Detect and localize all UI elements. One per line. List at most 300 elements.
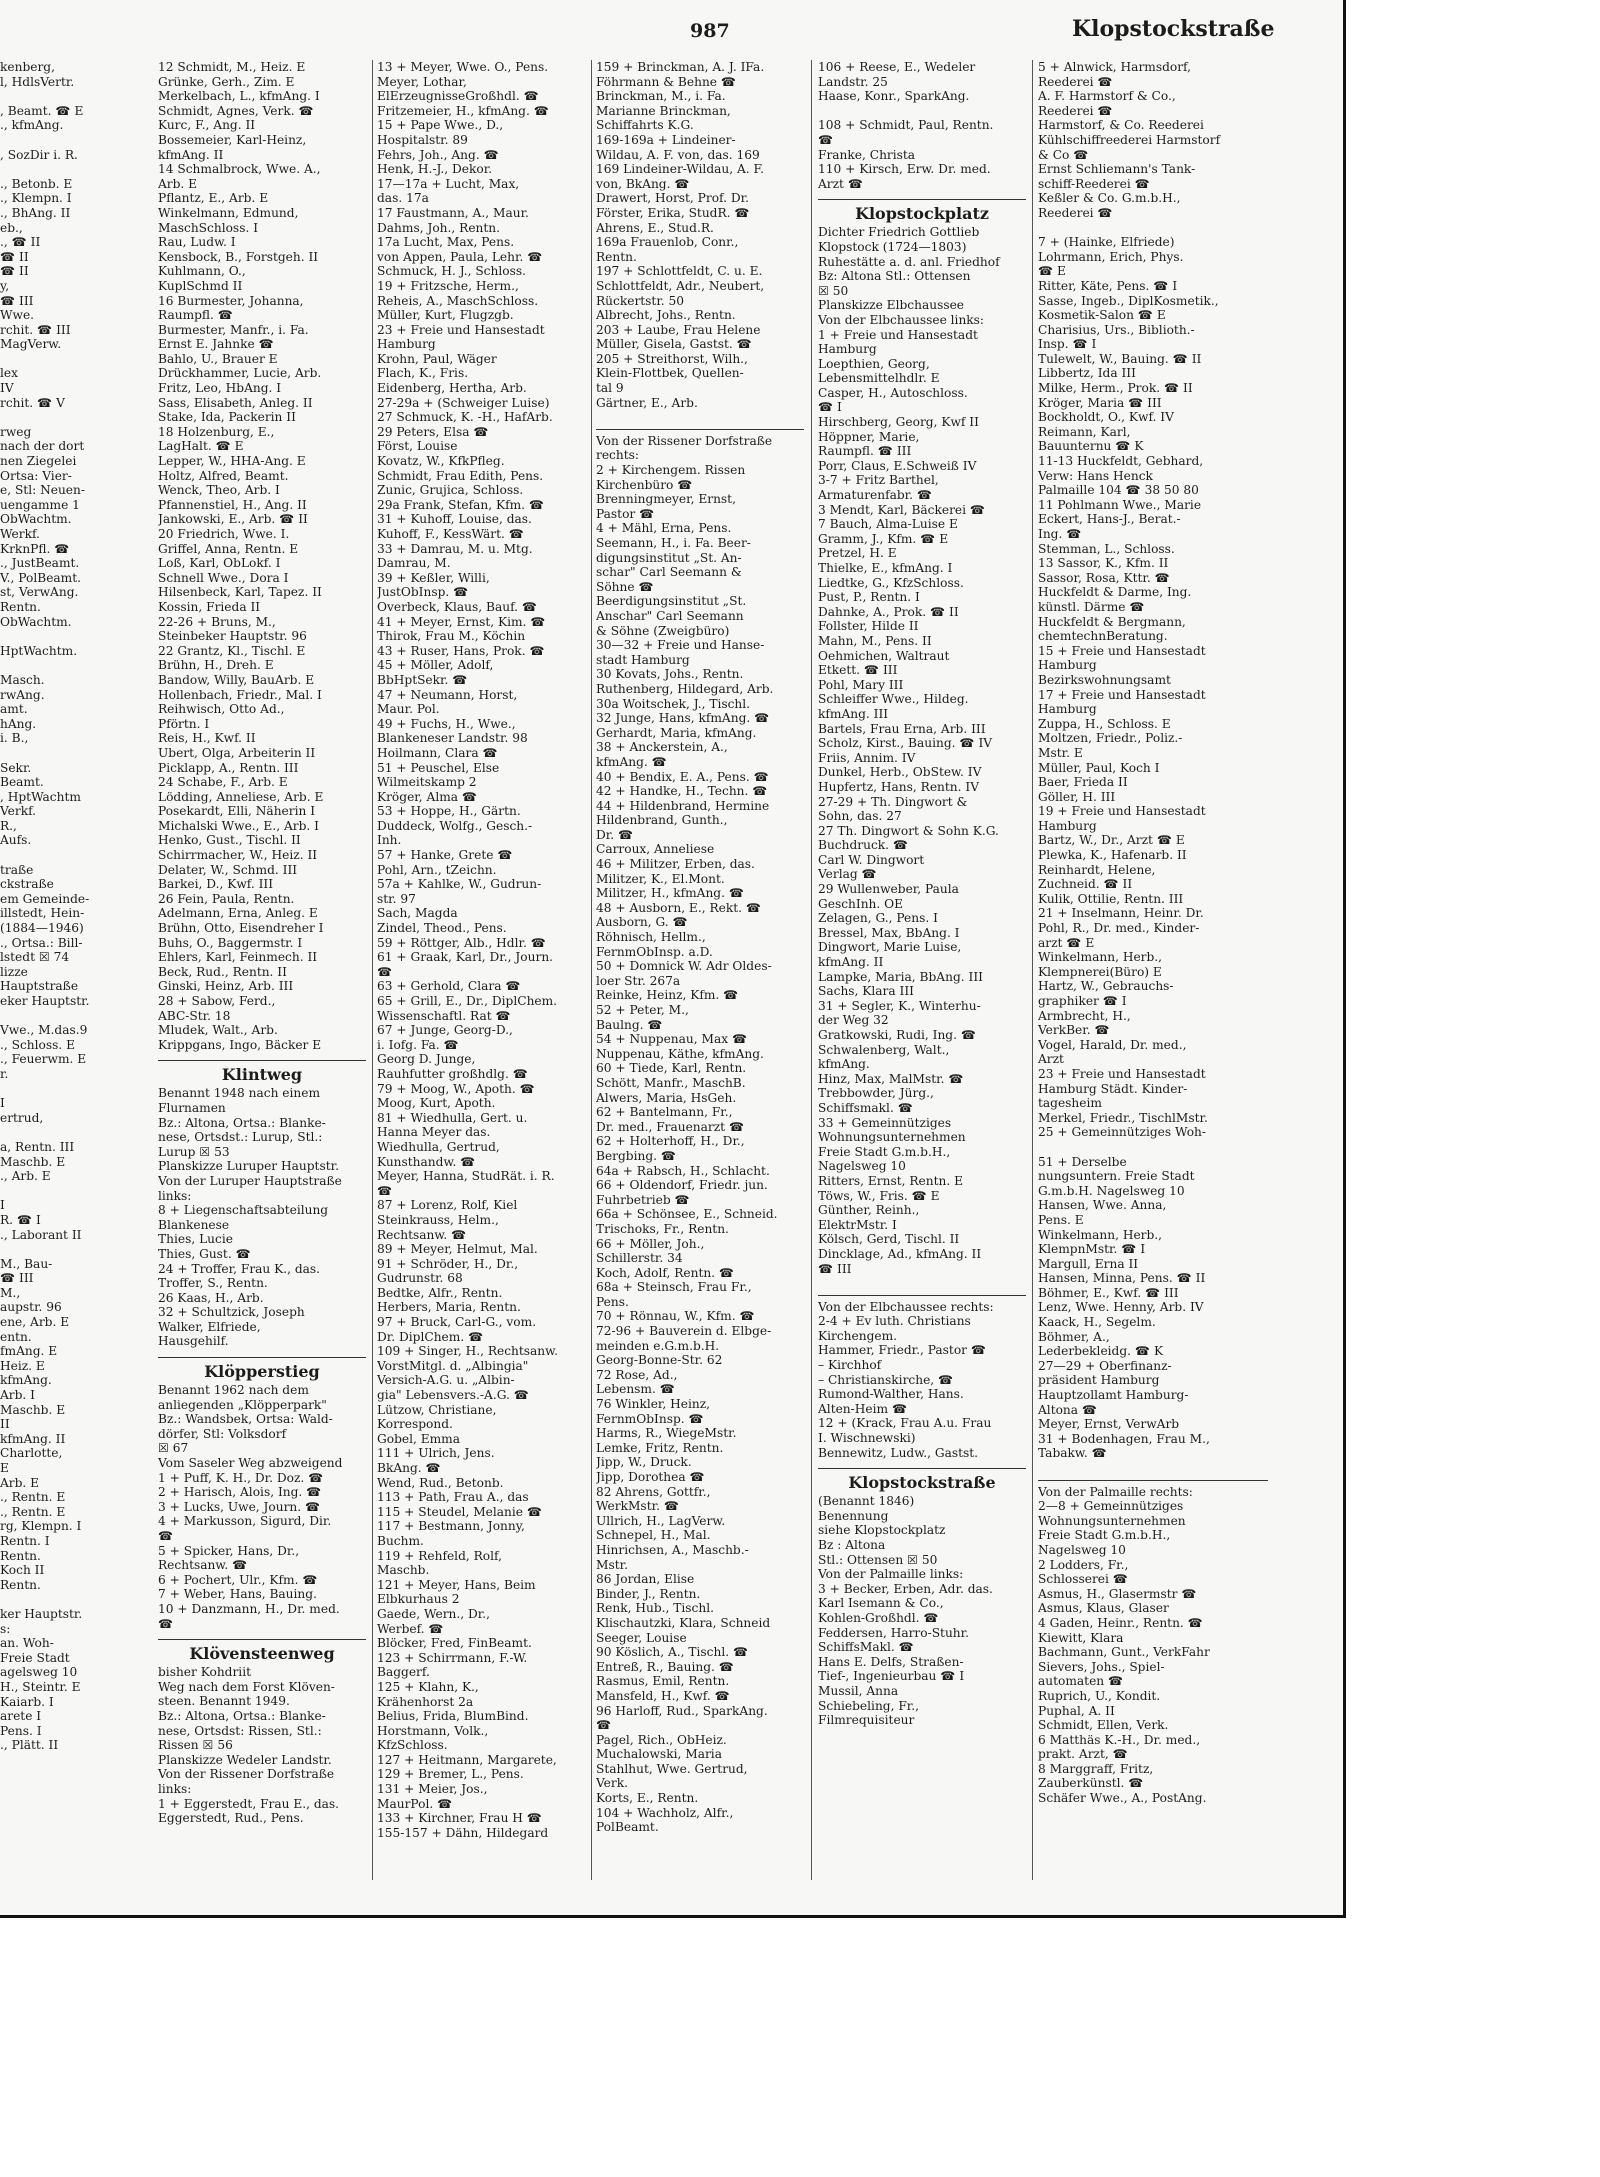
directory-line: 49 + Fuchs, H., Wwe., [377, 716, 516, 731]
directory-line: Pens. E [1038, 1212, 1084, 1227]
directory-line: Trischoks, Fr., Rentn. [596, 1221, 729, 1236]
directory-line: Kosmetik-Salon ☎ E [1038, 308, 1166, 323]
directory-line: Hildenbrand, Gunth., [596, 813, 728, 828]
directory-line: Arzt [1038, 1052, 1064, 1067]
directory-line: Hauptstraße [0, 979, 79, 994]
directory-line: 159 + Brinckman, A. J. IFa. [596, 60, 765, 74]
directory-line: MagVerw. [0, 337, 62, 352]
directory-line: Kaack, H., Segelm. [1038, 1315, 1156, 1330]
directory-line: 53 + Hoppe, H., Gärtn. [377, 804, 521, 819]
directory-line: Lebensmittelhdlr. E [818, 371, 940, 386]
directory-line: Nagelsweg 10 [818, 1159, 906, 1174]
directory-line: Pohl, R., Dr. med., Kinder- [1038, 921, 1200, 936]
directory-line: st, VerwAng. [0, 585, 79, 600]
directory-line: 30 Kovats, Johs., Rentn. [596, 667, 744, 682]
directory-line: Bartz, W., Dr., Arzt ☎ E [1038, 833, 1185, 848]
directory-line: Von der Palmaille rechts: [1038, 1484, 1193, 1499]
directory-line: Charlotte, [0, 1446, 63, 1461]
directory-line: Sach, Magda [377, 906, 458, 921]
directory-line: 109 + Singer, H., Rechtsanw. [377, 1344, 559, 1359]
directory-line: Meyer, Lothar, [377, 74, 467, 89]
directory-line: 7 + Weber, Hans, Bauing. [158, 1587, 317, 1602]
directory-line: Renk, Hub., Tischl. [596, 1601, 715, 1616]
directory-line: Dr. DiplChem. ☎ [377, 1329, 484, 1344]
directory-line: Raumpfl. ☎ [158, 308, 233, 323]
directory-line: Mstr. E [1038, 745, 1083, 760]
directory-line: Ginski, Heinz, Arb. III [158, 979, 294, 994]
directory-line: Ausborn, G. ☎ [596, 915, 688, 930]
directory-line: Damrau, M. [377, 556, 451, 571]
directory-line: Ruhestätte a. d. anl. Friedhof [818, 254, 1000, 269]
directory-line: Reheis, A., MaschSchloss. [377, 293, 539, 308]
directory-line: Buchdruck. ☎ [818, 838, 909, 853]
directory-line: 90 Köslich, A., Tischl. ☎ [596, 1645, 749, 1660]
directory-line: 72-96 + Bauverein d. Elbge- [596, 1324, 772, 1339]
directory-line: 66a + Schönsee, E., Schneid. [596, 1207, 778, 1222]
directory-line: 45 + Möller, Adolf, [377, 658, 494, 673]
directory-line: 17a Lucht, Max, Pens. [377, 235, 515, 250]
directory-line: kenberg, [0, 60, 55, 74]
directory-line: ., Laborant II [0, 1227, 82, 1242]
directory-line: 13 + Meyer, Wwe. O., Pens. [377, 60, 549, 74]
directory-line: von, BkAng. ☎ [596, 176, 690, 191]
directory-line: i. B., [0, 731, 29, 746]
directory-line: Baggerf. [377, 1665, 430, 1680]
directory-line: FernmObInsp. ☎ [596, 1411, 704, 1426]
directory-line: Dr. med., Frauenarzt ☎ [596, 1119, 745, 1134]
directory-line: Oehmichen, Waltraut [818, 648, 950, 663]
directory-line: ☎ E [1038, 264, 1066, 279]
directory-line: Mahn, M., Pens. II [818, 633, 932, 648]
directory-line: digungsinstitut „St. An- [596, 550, 742, 565]
directory-line: Müller, Kurt, Flugzgb. [377, 308, 514, 323]
directory-line: meinden e.G.m.b.H. [596, 1338, 720, 1353]
directory-line: Von der Elbchaussee rechts: [818, 1299, 994, 1314]
directory-line: Moltzen, Friedr., Poliz.- [1038, 731, 1183, 746]
directory-line: Jankowski, E., Arb. ☎ II [158, 512, 308, 527]
directory-line: rwAng. [0, 687, 45, 702]
directory-line [0, 1082, 100, 1097]
directory-line: Jipp, W., Druck. [596, 1455, 692, 1470]
directory-line: i. Iofg. Fa. ☎ [377, 1037, 459, 1052]
directory-line: Bz.: Wandsbek, Ortsa: Wald- [158, 1412, 333, 1427]
directory-line: Carl W. Dingwort [818, 852, 925, 867]
directory-line [0, 410, 100, 425]
directory-line: rchit. ☎ V [0, 395, 65, 410]
directory-line: Wohnungsunternehmen [818, 1130, 966, 1145]
directory-line: Rentn. I [0, 1533, 50, 1548]
directory-line: Schlosserei ☎ [1038, 1572, 1128, 1587]
directory-line: Ernst E. Jahnke ☎ [158, 337, 274, 352]
directory-line: 62 + Holterhoff, H., Dr., [596, 1134, 745, 1149]
directory-line: SchiffsMakl. ☎ [818, 1640, 914, 1655]
directory-line: Stake, Ida, Packerin II [158, 410, 296, 425]
directory-line: ertrud, [0, 1110, 44, 1125]
directory-line: 33 + Gemeinnütziges [818, 1115, 952, 1130]
directory-line: Hartz, W., Gebrauchs- [1038, 979, 1174, 994]
directory-line: G.m.b.H. Nagelsweg 10 [1038, 1183, 1185, 1198]
directory-line: Barkei, D., Kwf. III [158, 877, 274, 892]
directory-line: Libbertz, Ida III [1038, 366, 1136, 381]
directory-line: Schmidt, Ellen, Verk. [1038, 1718, 1169, 1733]
directory-line: Kensbock, B., Forstgeh. II [158, 249, 319, 264]
directory-line: Dahms, Joh., Rentn. [377, 220, 500, 235]
directory-line: Lenz, Wwe. Henny, Arb. IV [1038, 1300, 1204, 1315]
directory-line: 82 Ahrens, Gottfr., [596, 1484, 711, 1499]
directory-line: – Kirchhof [818, 1358, 882, 1373]
directory-line: Kirchengem. [818, 1328, 898, 1343]
directory-line: amt. [0, 702, 28, 717]
directory-line: Zuchneid. ☎ II [1038, 877, 1133, 892]
directory-line: Palmaille 104 ☎ 38 50 80 [1038, 483, 1199, 498]
directory-line [0, 162, 100, 177]
directory-line: Harms, R., WiegeMstr. [596, 1426, 737, 1441]
directory-line: ., Rentn. E [0, 1490, 66, 1505]
directory-line: Hinrichsen, A., Maschb.- [596, 1542, 749, 1557]
directory-line: Pfannenstiel, H., Ang. II [158, 497, 307, 512]
directory-line: Vom Saseler Weg abzweigend [158, 1456, 343, 1471]
directory-line: 203 + Laube, Frau Helene [596, 322, 761, 337]
directory-line: Schlottfeldt, Adr., Neubert, [596, 278, 765, 293]
directory-line: 67 + Junge, Georg-D., [377, 1023, 513, 1038]
directory-line: 31 + Segler, K., Winterhu- [818, 998, 981, 1013]
directory-line: Georg-Bonne-Str. 62 [596, 1353, 723, 1368]
column-divider [372, 60, 373, 1880]
street-heading: Klopstockplatz [818, 199, 1026, 225]
directory-line: Liedtke, G., KfzSchloss. [818, 575, 964, 590]
directory-line: Reinke, Heinz, Kfm. ☎ [596, 988, 739, 1003]
directory-line: Vogel, Harald, Dr. med., [1038, 1037, 1187, 1052]
directory-line: Bz: Altona Stl.: Ottensen [818, 269, 971, 284]
directory-line: 32 Junge, Hans, kfmAng. ☎ [596, 711, 770, 726]
directory-line: 2—8 + Gemeinnütziges [1038, 1499, 1184, 1514]
directory-line: ., Plätt. II [0, 1738, 59, 1753]
directory-line: ☎ II [0, 264, 29, 279]
directory-line: ker Hauptstr. [0, 1606, 83, 1621]
directory-line: ., ☎ II [0, 235, 41, 250]
directory-line: Landstr. 25 [818, 74, 888, 89]
directory-line: Rentn. [0, 599, 41, 614]
directory-line: Merkel, Friedr., TischlMstr. [1038, 1110, 1208, 1125]
directory-line: Kovatz, W., KfkPfleg. [377, 454, 505, 469]
directory-line: Carroux, Anneliese [596, 842, 715, 857]
directory-line: 169-169a + Lindeiner- [596, 132, 736, 147]
directory-line: Hamburg [818, 342, 877, 357]
directory-line: 1 + Freie und Hansestadt [818, 327, 978, 342]
directory-line: MaschSchloss. I [158, 220, 259, 235]
directory-line: 123 + Schirrmann, F.-W. [377, 1650, 528, 1665]
directory-line: VorstMitgl. d. „Albingia" [377, 1358, 529, 1373]
directory-line: Schillerstr. 34 [596, 1251, 683, 1266]
directory-line: Bossemeier, Karl-Heinz, [158, 132, 307, 147]
directory-line [0, 848, 100, 863]
directory-line: Göller, H. III [1038, 789, 1116, 804]
directory-line: Gudrunstr. 68 [377, 1271, 463, 1286]
directory-line: ., Rentn. E [0, 1504, 66, 1519]
directory-line: 29a Frank, Stefan, Kfm. ☎ [377, 497, 545, 512]
directory-line: schar" Carl Seemann & [596, 565, 742, 580]
directory-line: 72 Rose, Ad., [596, 1367, 678, 1382]
directory-line: 205 + Streithorst, Wilh., [596, 351, 748, 366]
directory-line: Bartels, Frau Erna, Arb. III [818, 721, 986, 736]
directory-line: Overbeck, Klaus, Bauf. ☎ [377, 599, 538, 614]
directory-line: 65 + Grill, E., Dr., DiplChem. [377, 994, 558, 1008]
directory-line: kfmAng. [818, 1057, 870, 1072]
directory-line: 48 + Ausborn, E., Rekt. ☎ [596, 900, 762, 915]
directory-line: Follster, Hilde II [818, 619, 919, 634]
directory-line: Krähenhorst 2a [377, 1694, 474, 1709]
section-rule [596, 429, 804, 430]
directory-line: 62 + Bantelmann, Fr., [596, 1105, 733, 1120]
directory-line: Tulewelt, W., Bauing. ☎ II [1038, 351, 1202, 366]
directory-line: 7 Bauch, Alma-Luise E [818, 517, 958, 532]
directory-line: Pens. [596, 1294, 629, 1309]
directory-line: 23 + Freie und Hansestadt [377, 322, 545, 337]
directory-line: Arzt ☎ [818, 176, 864, 191]
directory-line: Maschb. [377, 1563, 430, 1578]
directory-line: Günther, Reinh., [818, 1203, 920, 1218]
directory-line: 38 + Anckerstein, A., [596, 740, 728, 755]
directory-line: lstedt ☒ 74 [0, 950, 70, 965]
directory-line: 86 Jordan, Elise [596, 1572, 695, 1587]
directory-line: Keßler & Co. G.m.b.H., [1038, 191, 1181, 206]
directory-line: Vwe., M.das.9 [0, 1023, 88, 1038]
directory-line: Schirrmacher, W., Heiz. II [158, 848, 318, 863]
directory-line: Verk. [596, 1776, 628, 1791]
directory-line: Dingwort, Marie Luise, [818, 940, 962, 955]
directory-line: Filmrequisiteur [818, 1713, 915, 1728]
directory-line: Asmus, H., Glasermstr ☎ [1038, 1586, 1197, 1601]
directory-line: 17 + Freie und Hansestadt [1038, 687, 1206, 702]
directory-line: tal 9 [596, 381, 624, 396]
directory-line: Kuhoff, F., KessWärt. ☎ [377, 527, 524, 541]
directory-line: Sassor, Rosa, Kttr. ☎ [1038, 570, 1170, 585]
directory-line [1038, 221, 1268, 236]
directory-line: 42 + Handke, H., Techn. ☎ [596, 784, 768, 799]
directory-line: 21 + Inselmann, Heinr. Dr. [1038, 906, 1204, 921]
directory-line: 104 + Wachholz, Alfr., [596, 1805, 734, 1820]
directory-line: Wend, Rud., Betonb. [377, 1475, 504, 1490]
directory-line: Hoilmann, Clara ☎ [377, 745, 498, 760]
directory-line: Casper, H., Autoschloss. [818, 385, 968, 400]
directory-line: Von der Elbchaussee links: [818, 312, 985, 327]
directory-line: 29 Peters, Elsa ☎ [377, 424, 489, 439]
directory-line: Fehrs, Joh., Ang. ☎ [377, 147, 499, 162]
directory-line: rchit. ☎ III [0, 322, 71, 337]
directory-line: 5 + Spicker, Hans, Dr., [158, 1543, 300, 1558]
directory-line: Gobel, Emma [377, 1431, 461, 1446]
street-heading: Klöpperstieg [158, 1357, 366, 1383]
directory-line: Klischautzki, Klara, Schneid [596, 1615, 771, 1630]
directory-line: 2 Lodders, Fr., [1038, 1557, 1129, 1572]
directory-line: Bergbing. ☎ [596, 1148, 677, 1163]
directory-line: 3 + Lucks, Uwe, Journ. ☎ [158, 1499, 321, 1514]
directory-line: tagesheim [1038, 1096, 1102, 1111]
directory-line: Etkett. ☎ III [818, 663, 898, 678]
directory-line: ☎ III [0, 1271, 34, 1286]
directory-line: 31 + Bodenhagen, Frau M., [1038, 1431, 1210, 1446]
directory-line: Posekardt, Elli, Näherin I [158, 804, 316, 819]
directory-line: Blankeneser Landstr. 98 [377, 731, 528, 746]
directory-line [596, 410, 804, 425]
directory-line: 29 Wullenweber, Paula [818, 882, 959, 897]
directory-line: 23 + Freie und Hansestadt [1038, 1066, 1206, 1081]
directory-line: 117 + Bestmann, Jonny, [377, 1519, 525, 1534]
directory-line: Röhnisch, Hellm., [596, 930, 706, 945]
directory-line: Pförtn. I [158, 716, 210, 731]
directory-line: a, Rentn. III [0, 1139, 75, 1154]
directory-line: Moog, Kurt, Apoth. [377, 1096, 496, 1111]
directory-line: Beck, Rud., Rentn. II [158, 964, 287, 979]
directory-line: 131 + Meier, Jos., [377, 1782, 488, 1797]
directory-line: Verw: Hans Henck [1038, 468, 1153, 483]
directory-line: Rechtsanw. ☎ [377, 1227, 467, 1242]
directory-line: traße [0, 862, 34, 877]
directory-line: links: [158, 1781, 192, 1796]
directory-line: Hauptzollamt Hamburg- [1038, 1388, 1189, 1403]
directory-line: 108 + Schmidt, Paul, Rentn. [818, 118, 994, 133]
directory-line: Werkf. [0, 527, 40, 541]
directory-line: (1884—1946) [0, 921, 84, 936]
directory-line: Zelagen, G., Pens. I [818, 911, 938, 926]
directory-line: kfmAng. [0, 1373, 52, 1388]
directory-line [0, 352, 100, 367]
directory-line: kfmAng. ☎ [596, 754, 667, 769]
directory-line: Bauunternu ☎ K [1038, 439, 1144, 454]
directory-line: VerkBer. ☎ [1038, 1023, 1110, 1038]
directory-line: & Söhne (Zweigbüro) [596, 623, 730, 638]
directory-line: Lederbekleidg. ☎ K [1038, 1344, 1164, 1359]
directory-line: Hausgehilf. [158, 1334, 229, 1349]
directory-line: Ruprich, U., Kondit. [1038, 1688, 1161, 1703]
directory-line: Freie Stadt G.m.b.H., [1038, 1528, 1171, 1543]
directory-line: Herbers, Maria, Rentn. [377, 1300, 521, 1315]
directory-line: Reederei ☎ [1038, 103, 1113, 118]
directory-line: Weg nach dem Forst Klöven- [158, 1679, 335, 1694]
directory-line: Winkelmann, Herb., [1038, 950, 1163, 965]
directory-line: Hansen, Minna, Pens. ☎ II [1038, 1271, 1206, 1286]
directory-line: 64a + Rabsch, H., Schlacht. [596, 1163, 770, 1178]
column-5 [1038, 60, 1268, 1910]
directory-line: siehe Klopstockplatz [818, 1523, 946, 1538]
directory-line: Rissen ☒ 56 [158, 1738, 233, 1753]
directory-line: Korrespond. [377, 1417, 453, 1432]
directory-line: 51 + Peuschel, Else [377, 760, 500, 775]
directory-line: 6 Matthäs K.-H., Dr. med., [1038, 1732, 1201, 1747]
directory-line: 18 Holzenburg, E., [158, 424, 275, 439]
directory-line [0, 1242, 100, 1257]
directory-line: lex [0, 366, 18, 381]
directory-line: Rentn. [596, 249, 637, 264]
directory-line: Hamburg [1038, 702, 1097, 717]
directory-line: Trebbowder, Jürg., [818, 1086, 934, 1101]
directory-line: Verlag ☎ [818, 867, 877, 882]
directory-line: Scholz, Kirst., Bauing. ☎ IV [818, 736, 993, 751]
directory-line: Schleiffer Wwe., Hildeg. [818, 692, 969, 707]
directory-line: Dahnke, A., Prok. ☎ II [818, 604, 959, 619]
directory-line: Rückertstr. 50 [596, 293, 685, 308]
directory-line: Entreß, R., Bauing. ☎ [596, 1659, 734, 1674]
directory-line: KfzSchloss. [377, 1738, 448, 1753]
directory-line: Gerhardt, Maria, kfmAng. [596, 725, 757, 740]
directory-line: R. ☎ I [0, 1212, 41, 1227]
directory-line: Bachmann, Gunt., VerkFahr [1038, 1645, 1210, 1660]
directory-line: illstedt, Hein- [0, 906, 85, 921]
directory-line: 31 + Kuhoff, Louise, das. [377, 512, 532, 527]
directory-line: Thirok, Frau M., Köchin [377, 629, 526, 644]
directory-line: gia" Lebensvers.-A.G. ☎ [377, 1388, 529, 1403]
directory-line: Müller, Paul, Koch I [1038, 760, 1160, 775]
directory-line [0, 658, 100, 673]
directory-line: Först, Louise [377, 439, 458, 454]
directory-line: Horstmann, Volk., [377, 1723, 489, 1738]
directory-line: Brühn, Otto, Eisendreher I [158, 921, 324, 936]
directory-line: Stahlhut, Wwe. Gertrud, [596, 1761, 748, 1776]
directory-line: Schiffahrts K.G. [596, 118, 694, 133]
column-divider [591, 60, 592, 1880]
directory-line: ☎ [158, 1529, 174, 1543]
directory-line: Kröger, Maria ☎ III [1038, 395, 1162, 410]
directory-line: str. 97 [377, 891, 416, 906]
directory-line: Reihwisch, Otto Ad., [158, 702, 285, 717]
directory-line: Bennewitz, Ludw., Gastst. [818, 1445, 979, 1460]
directory-line: 33 + Damrau, M. u. Mtg. [377, 541, 533, 556]
directory-line: Winkelmann, Edmund, [158, 205, 299, 220]
directory-line: 121 + Meyer, Hans, Beim [377, 1577, 536, 1592]
directory-line: 27 Schmuck, K. -H., HafArb. [377, 410, 553, 425]
directory-line: V., PolBeamt. [0, 570, 81, 585]
directory-line: ObWachtm. [0, 614, 72, 629]
directory-line: 3 Mendt, Karl, Bäckerei ☎ [818, 502, 986, 517]
directory-line: 30a Woitschek, J., Tischl. [596, 696, 751, 711]
directory-line: 79 + Moog, W., Apoth. ☎ [377, 1081, 535, 1096]
directory-line: Milke, Herm., Prok. ☎ II [1038, 381, 1193, 396]
directory-line: Ing. ☎ [1038, 527, 1082, 541]
directory-line: Schäfer Wwe., A., PostAng. [1038, 1791, 1207, 1806]
directory-line: Drückhammer, Lucie, Arb. [158, 366, 322, 381]
directory-line: bisher Kohdriit [158, 1665, 252, 1680]
directory-line: Gratkowski, Rudi, Ing. ☎ [818, 1028, 977, 1042]
directory-line: Wohnungsunternehmen [1038, 1513, 1186, 1528]
directory-line: Charisius, Urs., Biblioth.- [1038, 322, 1195, 337]
directory-line: 97 + Bruck, Carl-G., vom. [377, 1315, 537, 1330]
directory-line: 106 + Reese, E., Wedeler [818, 60, 976, 74]
directory-line: GeschInh. OE [818, 896, 904, 911]
directory-line: Rentn. [0, 1548, 41, 1563]
directory-line: 57 + Hanke, Grete ☎ [377, 848, 513, 863]
directory-line: Meyer, Ernst, VerwArb [1038, 1417, 1180, 1432]
directory-line: Böhmer, A., [1038, 1329, 1110, 1344]
directory-line: I [0, 1096, 5, 1111]
directory-line: Koch, Adolf, Rentn. ☎ [596, 1265, 735, 1280]
directory-line: 1 + Puff, K. H., Dr. Doz. ☎ [158, 1470, 324, 1485]
directory-line: Arb. E [0, 1475, 40, 1490]
directory-line: LagHalt. ☎ E [158, 439, 244, 454]
directory-line: KlempnMstr. ☎ I [1038, 1242, 1146, 1257]
directory-line: Planskizze Elbchaussee [818, 298, 965, 313]
directory-line: steen. Benannt 1949. [158, 1694, 290, 1709]
directory-line: Baulng. ☎ [596, 1017, 663, 1032]
directory-line: 8 Marggraff, Fritz, [1038, 1761, 1154, 1776]
directory-line: s: [0, 1621, 11, 1636]
directory-line: 43 + Ruser, Hans, Prok. ☎ [377, 643, 545, 658]
directory-line: Verkf. [0, 804, 37, 819]
directory-line: Armbrecht, H., [1038, 1008, 1131, 1023]
directory-line: Höppner, Marie, [818, 429, 920, 444]
directory-line: Sasse, Ingeb., DiplKosmetik., [1038, 293, 1219, 308]
directory-line: Klopstock (1724—1803) [818, 239, 967, 254]
directory-line: 81 + Wiedhulla, Gert. u. [377, 1110, 528, 1125]
